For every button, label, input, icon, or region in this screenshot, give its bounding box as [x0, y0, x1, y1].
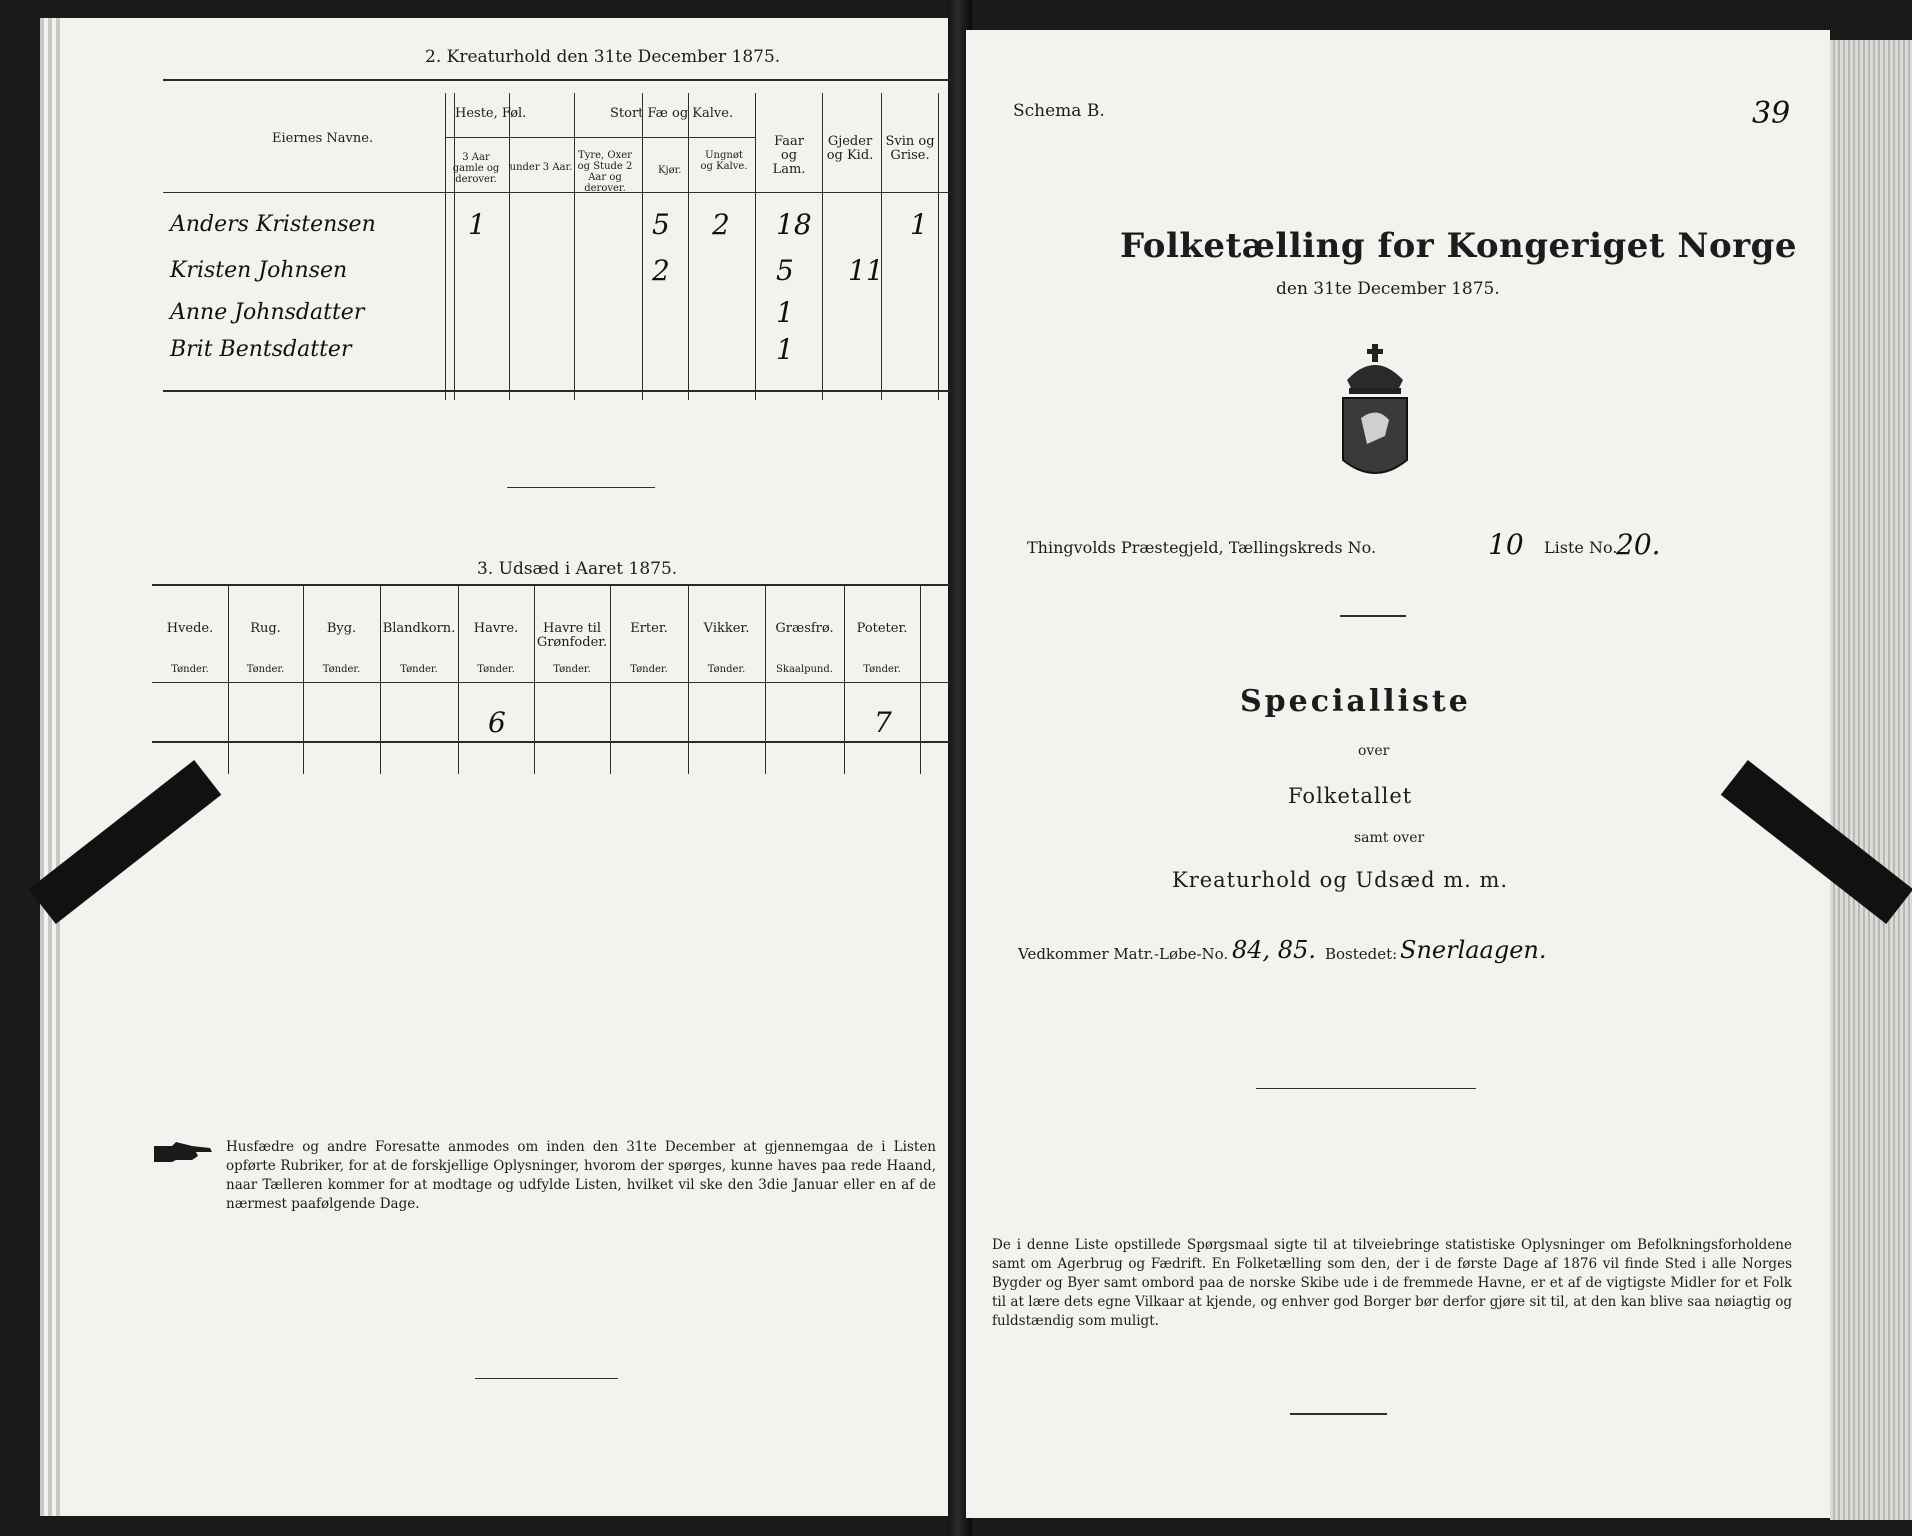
table-bottom-rule — [152, 741, 950, 743]
column-line — [534, 584, 535, 774]
column-line — [938, 93, 939, 400]
coat-of-arms-icon — [1337, 340, 1413, 494]
section2-title: 2. Kreaturhold den 31te December 1875. — [425, 47, 781, 67]
column-line — [920, 584, 921, 774]
column-line — [228, 584, 229, 774]
stort-c-header: Ungnøt og Kalve. — [700, 150, 748, 172]
livestock-count: 11 — [848, 254, 884, 287]
column-line — [458, 584, 459, 774]
seed-column-unit: Tønder. — [477, 664, 515, 675]
kreaturhold-text: Kreaturhold og Udsæd m. m. — [1172, 868, 1509, 892]
seed-column-header: Byg. — [326, 621, 357, 636]
seed-value: 6 — [488, 706, 506, 739]
divider — [507, 487, 655, 488]
specialliste-heading: Specialliste — [1240, 684, 1471, 719]
stort-header: Stort Fæ og Kalve. — [610, 106, 734, 121]
seed-column-unit: Tønder. — [322, 664, 361, 675]
divider — [475, 1378, 618, 1379]
seed-column-header: Havre til Grønfoder. — [536, 621, 608, 650]
seed-column-unit: Tønder. — [400, 664, 438, 675]
bostedet-value: Snerlaagen. — [1400, 936, 1547, 964]
livestock-count: 1 — [910, 208, 928, 241]
owner-name: Anders Kristensen — [170, 212, 376, 237]
livestock-count: 5 — [776, 254, 794, 287]
seed-column-header: Vikker. — [703, 621, 750, 636]
form-title: Folketælling for Kongeriget Norge — [1120, 226, 1798, 266]
owner-name: Brit Bentsdatter — [170, 337, 352, 362]
matr-number: 84, 85. — [1232, 936, 1316, 964]
column-line — [881, 93, 882, 400]
column-line — [454, 93, 455, 400]
seed-column-header: Hvede. — [166, 621, 214, 636]
left-page — [40, 18, 956, 1516]
column-line — [445, 93, 446, 400]
column-line — [822, 93, 823, 400]
page-edge — [56, 18, 60, 1516]
page-number: 39 — [1752, 96, 1791, 131]
livestock-count: 1 — [468, 208, 486, 241]
samt-over-text: samt over — [1354, 830, 1425, 846]
column-line — [755, 93, 756, 400]
column-line — [765, 584, 766, 774]
seed-column-unit: Tønder. — [171, 664, 209, 675]
bostedet-label: Bostedet: — [1325, 945, 1398, 963]
column-line — [642, 93, 643, 400]
seed-column-header: Blandkorn. — [382, 621, 456, 636]
pointing-hand-icon — [152, 1140, 214, 1168]
info-paragraph: De i denne Liste opstillede Spørgsmaal sigte til at tilveiebringe statistiske Oplysninger om Befolkningsforholdene samt om Agerbrug og Fædrift. En Folketælling som den, der i de første Dage af 1876 vil finde Sted i alle Norges Bygder og Byer samt ombord paa de norske Skibe ude i de fremmede Havne, er et af de vigtigste Midler for et Folk til at lære dets egne Vilkaar at kjende, og enhver god Borger bør derfor gjøre sit til, at den kan blive saa nøiagtig og fuldstændig som muligt. — [992, 1237, 1792, 1329]
page-stack — [1830, 40, 1912, 1520]
heste-a-header: 3 Aar gamle og derover. — [452, 152, 500, 185]
seed-column-unit: Tønder. — [630, 664, 668, 675]
header-bottom-line — [152, 682, 950, 683]
heste-b-header: under 3 Aar. — [509, 162, 573, 173]
livestock-count: 2 — [652, 254, 670, 287]
stort-a-header: Tyre, Oxer og Stude 2 Aar og derover. — [577, 150, 633, 194]
table-top-rule — [163, 79, 951, 81]
livestock-count: 18 — [776, 208, 812, 241]
seed-column-header: Græsfrø. — [775, 621, 834, 636]
column-line — [303, 584, 304, 774]
faar-header: Faar og Lam. — [772, 134, 806, 177]
column-line — [380, 584, 381, 774]
owner-header: Eiernes Navne. — [272, 131, 374, 146]
liste-number: 20. — [1616, 528, 1661, 561]
folketallet-text: Folketallet — [1288, 784, 1413, 808]
table-top-rule — [152, 584, 950, 586]
divider — [1340, 615, 1406, 617]
column-line — [509, 93, 510, 400]
livestock-count: 5 — [652, 208, 670, 241]
matr-label: Vedkommer Matr.-Løbe-No. — [1018, 945, 1229, 963]
column-line — [688, 584, 689, 774]
svin-header: Svin og Grise. — [885, 134, 935, 163]
over-text: over — [1358, 743, 1390, 759]
livestock-count: 1 — [776, 333, 794, 366]
seed-column-header: Erter. — [630, 621, 668, 636]
divider — [1256, 1088, 1476, 1089]
stort-b-header: Kjør. — [658, 165, 682, 176]
page-edge — [40, 18, 44, 1516]
divider — [1290, 1413, 1387, 1415]
kreds-number: 10 — [1488, 528, 1524, 561]
seed-column-unit: Tønder. — [246, 664, 285, 675]
heste-header: Heste, Føl. — [455, 106, 527, 121]
seed-column-unit: Skaalpund. — [776, 664, 833, 675]
livestock-count: 2 — [712, 208, 730, 241]
owner-name: Anne Johnsdatter — [170, 300, 365, 325]
liste-label: Liste No. — [1544, 538, 1618, 557]
column-line — [574, 93, 575, 400]
parish-label: Thingvolds Præstegjeld, Tællingskreds No. — [1027, 538, 1377, 557]
header-line — [575, 137, 755, 138]
table-bottom-rule — [163, 390, 951, 392]
column-line — [688, 93, 689, 400]
owner-name: Kristen Johnsen — [170, 258, 348, 283]
seed-column-unit: Tønder. — [863, 664, 901, 675]
column-line — [610, 584, 611, 774]
seed-column-header: Rug. — [250, 621, 281, 636]
section3-title: 3. Udsæd i Aaret 1875. — [477, 559, 678, 579]
header-line — [445, 137, 575, 138]
notice-text: Husfædre og andre Foresatte anmodes om inden den 31te December at gjennemgaa de i Listen opførte Rubriker, for at de forskjellige Oplysninger, hvorom der spørges, kunne haves paa rede Haand, naar Tælleren kommer for at modtage og udfylde Listen, hvilket vil ske den 3die Januar eller en af de nærmest paafølgende Dage. — [226, 1139, 936, 1212]
column-line — [844, 584, 845, 774]
page-edge — [48, 18, 52, 1516]
schema-label: Schema B. — [1013, 101, 1105, 121]
seed-column-header: Havre. — [473, 621, 519, 636]
header-bottom-line — [163, 192, 951, 193]
seed-value: 7 — [874, 706, 892, 739]
seed-column-header: Poteter. — [856, 621, 908, 636]
seed-column-unit: Tønder. — [707, 664, 746, 675]
livestock-count: 1 — [776, 296, 794, 329]
form-date: den 31te December 1875. — [1276, 279, 1500, 299]
gjeder-header: Gjeder og Kid. — [826, 134, 874, 163]
seed-column-unit: Tønder. — [553, 664, 591, 675]
